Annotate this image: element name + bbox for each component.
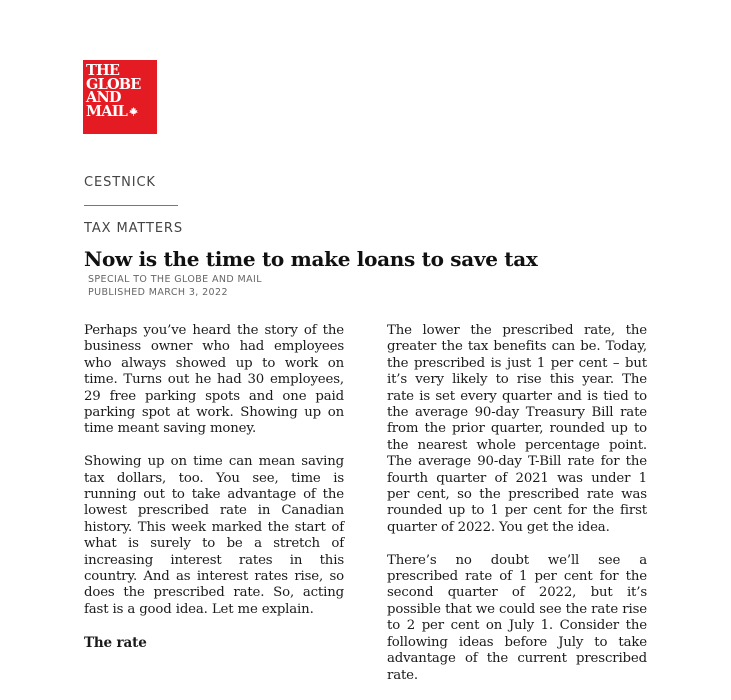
logo-line-4: MAIL [86,102,128,120]
logo-line-4-wrap [86,102,157,120]
article-column-right [387,323,647,700]
subheading: The rate [84,634,147,651]
maple-leaf-icon [129,107,138,116]
divider [84,205,178,206]
paragraph: The lower the prescribed rate, the greater the tax benefits can be. Today, the prescribed is just 1 per cent – but it’s very likely to rise this year. The rate is set every quarter and is tied to the average 90-day Treasury Bill rate from the prior quarter, rounded up to the nearest whole percentage point. The average 90-day T-Bill rate for the fourth quarter of 2021 was under 1 per cent, so the prescribed rate was rounded up to 1 per cent for the first quarter of 2022. You get the idea. [387,323,647,535]
paragraph: Perhaps you’ve heard the story of the business owner who had employees who always showed up to work on time. Turns out he had 30 employees, 29 free parking spots and one paid parking spot at work. Showing up on time meant saving money. [84,323,344,437]
logo-line-1: THE [86,62,120,79]
article-headline: Now is the time to make loans to save tax [84,247,538,271]
logo-line-3: AND [86,89,121,106]
article-column-left [84,323,344,651]
published-date: PUBLISHED MARCH 3, 2022 [88,287,228,298]
globe-and-mail-logo[interactable] [83,60,157,134]
paragraph: There’s no doubt we’ll see a prescribed rate of 1 per cent for the second quarter of 2022, but it’s possible that we could see the rate rise to 2 per cent on July 1. Consider the following ideas before July to take advantage of the current prescribed rate. [387,552,647,683]
section-label[interactable]: TAX MATTERS [84,221,184,236]
byline-special: SPECIAL TO THE GLOBE AND MAIL [88,274,262,285]
logo-line-2: GLOBE [86,75,141,93]
column-label[interactable]: CESTNICK [84,175,156,190]
byline [88,273,262,299]
paragraph: Showing up on time can mean saving tax dollars, too. You see, time is running out to take advantage of the lowest prescribed rate in Canadian history. This week marked the start of what is surely to be a stretch of increasing interest rates in this country. And as interest rates rise, so does the prescribed rate. So, acting fast is a good idea. Let me explain. [84,454,344,617]
